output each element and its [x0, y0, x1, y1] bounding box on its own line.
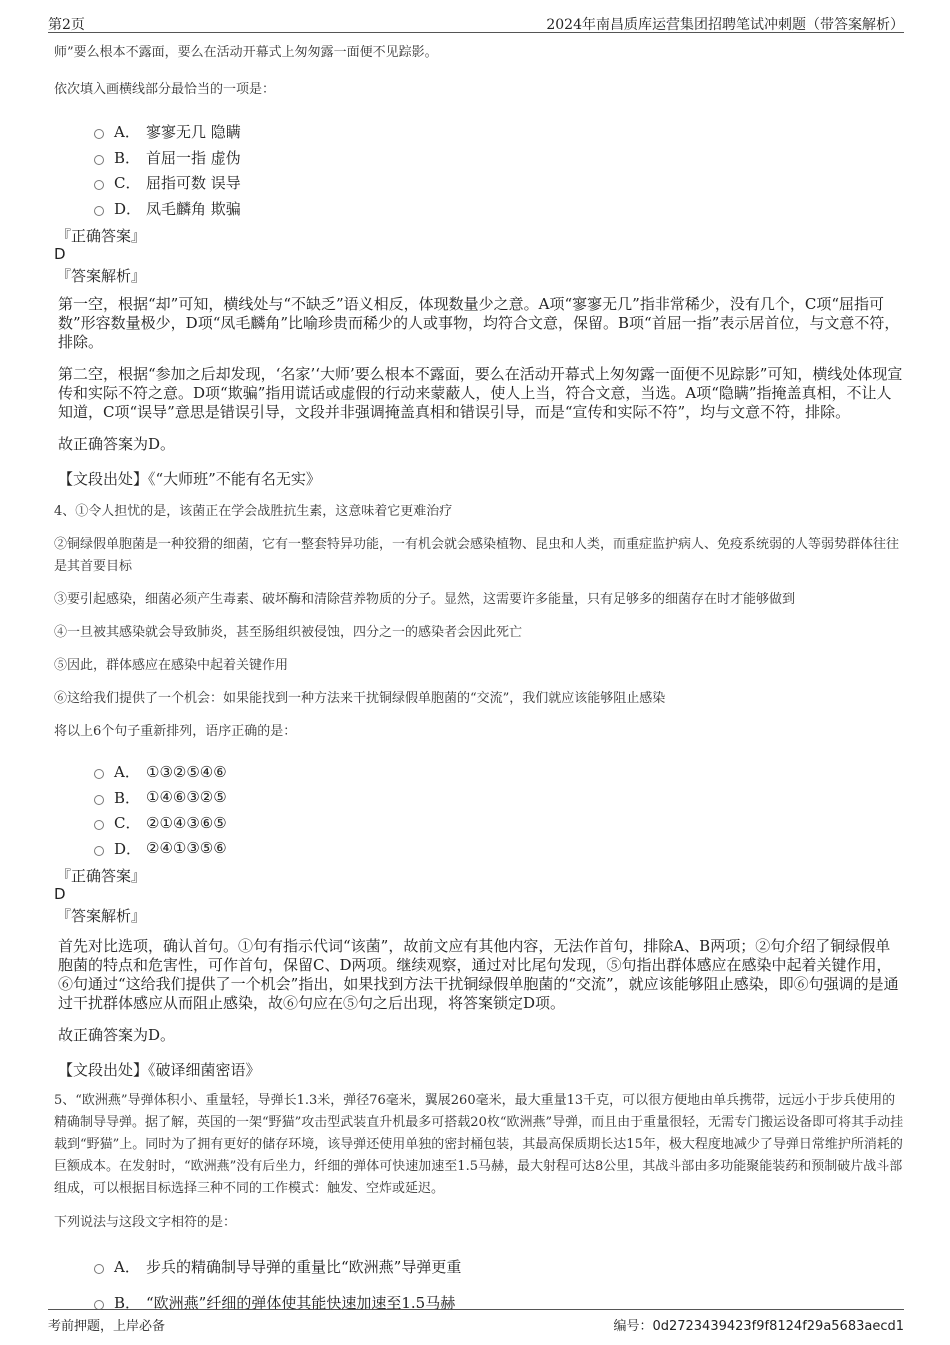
source-citation: 【文段出处】《“大师班”不能有名无实》	[58, 470, 321, 488]
radio-icon[interactable]	[94, 769, 104, 779]
option-letter: B．	[114, 1293, 141, 1312]
radio-icon[interactable]	[94, 846, 104, 856]
question-sentence: ②铜绿假单胞菌是一种狡猾的细菌，它有一整套特异功能，一有机会就会感染植物、昆虫和人类，而重症监护病人、免疫系统弱的人等弱势群体往往是其首要目标	[54, 537, 900, 574]
option-d[interactable]	[94, 196, 904, 222]
radio-icon[interactable]	[94, 1300, 104, 1310]
option-text: ①④⑥③②⑤	[146, 788, 227, 807]
answer-label: 『正确答案』	[56, 867, 147, 885]
option-a[interactable]	[94, 759, 904, 785]
option-letter: B．	[114, 148, 141, 167]
option-letter: D．	[114, 199, 142, 218]
option-text: 屈指可数 误导	[146, 174, 241, 193]
answer-value: D	[54, 885, 66, 903]
document-content	[54, 40, 904, 1320]
option-a[interactable]	[94, 1248, 904, 1284]
page-header	[48, 12, 904, 33]
page-number: 第2页	[48, 17, 85, 33]
option-a[interactable]	[94, 119, 904, 145]
option-text: 寥寥无几 隐瞒	[146, 123, 241, 142]
analysis-conclusion: 故正确答案为D。	[58, 435, 176, 453]
radio-icon[interactable]	[94, 795, 104, 805]
option-c[interactable]	[94, 810, 904, 836]
answer-label: 『正确答案』	[56, 227, 147, 245]
page-footer	[48, 1309, 904, 1332]
radio-icon[interactable]	[94, 129, 104, 139]
question-prompt: 下列说法与这段文字相符的是：	[54, 1215, 237, 1230]
option-text: 首屈一指 虚伪	[146, 148, 241, 167]
option-text: 步兵的精确制导导弹的重量比“欧洲燕”导弹更重	[146, 1257, 462, 1276]
option-letter: A．	[114, 123, 140, 142]
option-text: “欧洲燕”纤细的弹体使其能快速加速至1.5马赫	[146, 1293, 456, 1312]
option-text: 凤毛麟角 欺骗	[146, 199, 241, 218]
question-sentence: ④一旦被其感染就会导致肺炎，甚至肠组织被侵蚀，四分之一的感染者会因此死亡	[54, 625, 523, 640]
document-title: 2024年南昌质库运营集团招聘笔试冲刺题（带答案解析）	[546, 17, 904, 33]
option-text: ①③②⑤④⑥	[146, 762, 227, 781]
radio-icon[interactable]	[94, 1264, 104, 1274]
analysis-paragraph: 首先对比选项，确认首句。①句有指示代词“该菌”，故前文应有其他内容，无法作首句，排除A、B两项；②句介绍了铜绿假单胞菌的特点和危害性，可作首句，保留C、D两项。继续观察，通过对比尾句发现，⑤句指出群体感应在感染中起着关键作用，⑥句通过“这给我们提供了一个机会”指出，如果找到方法干扰铜绿假单胞菌的“交流”，就应该能够阻止感染，即⑥句强调的是通过干扰群体感应从而阻止感染，故⑥句应在⑤句之后出现，将答案锁定D项。	[58, 937, 899, 1012]
option-letter: D．	[114, 839, 142, 858]
option-letter: C．	[114, 174, 141, 193]
option-d[interactable]	[94, 836, 904, 862]
radio-icon[interactable]	[94, 206, 104, 216]
option-list	[94, 759, 904, 861]
code-value: 0d2723439423f9f8124f29a5683aecd1	[652, 1319, 904, 1334]
option-c[interactable]	[94, 170, 904, 196]
analysis-paragraph: 第一空，根据“却”可知，横线处与“不缺乏”语义相反，体现数量少之意。A项“寥寥无几”指非常稀少，没有几个，C项“屈指可数”形容数量极少，D项“凤毛麟角”比喻珍贵而稀少的人或事物，均符合文意，保留。B项“首屈一指”表示居首位，与文意不符，排除。	[58, 295, 900, 351]
radio-icon[interactable]	[94, 155, 104, 165]
radio-icon[interactable]	[94, 820, 104, 830]
analysis-conclusion: 故正确答案为D。	[58, 1026, 176, 1044]
option-letter: C．	[114, 814, 141, 833]
question-sentence: ⑤因此，群体感应在感染中起着关键作用	[54, 658, 289, 673]
question-passage: 师”要么根本不露面，要么在活动开幕式上匆匆露一面便不见踪影。	[54, 45, 438, 60]
option-b[interactable]	[94, 145, 904, 171]
radio-icon[interactable]	[94, 180, 104, 190]
source-citation: 【文段出处】《破译细菌密语》	[58, 1061, 261, 1079]
option-text: ②①④③⑥⑤	[146, 813, 227, 832]
question-passage: 5、“欧洲燕”导弹体积小、重量轻，导弹长1.3米，弹径76毫米，翼展260毫米，最大重量13千克，可以很方便地由单兵携带，远远小于步兵使用的精确制导导弹。据了解，英国的一架“野猫”攻击型武装直升机最多可搭载20枚“欧洲燕”导弹，而且由于重量很轻，无需专门搬运设备即可将其手动挂载到“野猫”上。同时为了拥有更好的储存环境，该导弹还使用单独的密封桶包装，其最高保质期长达15年，极大程度地减少了导弹日常维护所消耗的巨额成本。在发射时，“欧洲燕”没有后坐力，纤细的弹体可快速加速至1.5马赫，最大射程可达8公里，其战斗部由多功能聚能装药和预制破片战斗部组成，可以根据目标选择三种不同的工作模式：触发、空炸或延迟。	[54, 1093, 904, 1196]
question-sentence: ⑥这给我们提供了一个机会：如果能找到一种方法来干扰铜绿假单胞菌的“交流”，我们就应该能够阻止感染	[54, 691, 666, 706]
option-letter: B．	[114, 788, 141, 807]
option-b[interactable]	[94, 785, 904, 811]
document-code	[613, 1315, 904, 1334]
analysis-paragraph: 第二空，根据“参加之后却发现，‘名家’‘大师’要么根本不露面，要么在活动开幕式上匆匆露一面便不见踪影”可知，横线处体现宣传和实际不符之意。D项“欺骗”指用谎话或虚假的行动来蒙蔽人，使人上当，符合文意，当选。A项“隐瞒”指掩盖真相，不让人知道，C项“误导”意思是错误引导，文段并非强调掩盖真相和错误引导，而是“宣传和实际不符”，均与文意不符，排除。	[58, 365, 903, 421]
analysis-label: 『答案解析』	[56, 267, 147, 285]
question-prompt: 依次填入画横线部分最恰当的一项是：	[54, 82, 276, 97]
answer-value: D	[54, 245, 66, 263]
code-label: 编号：	[613, 1319, 653, 1334]
option-list	[94, 119, 904, 221]
option-letter: A．	[114, 1257, 140, 1276]
analysis-label: 『答案解析』	[56, 907, 147, 925]
question-prompt: 将以上6个句子重新排列，语序正确的是：	[54, 724, 297, 739]
option-letter: A．	[114, 763, 140, 782]
option-text: ②④①③⑤⑥	[146, 839, 227, 858]
question-sentence: ③要引起感染，细菌必须产生毒素、破坏酶和清除营养物质的分子。显然，这需要许多能量，只有足够多的细菌存在时才能够做到	[54, 592, 796, 607]
footer-slogan: 考前押题，上岸必备	[48, 1319, 166, 1334]
question-sentence: 4、①令人担忧的是，该菌正在学会战胜抗生素，这意味着它更难治疗	[54, 504, 453, 519]
